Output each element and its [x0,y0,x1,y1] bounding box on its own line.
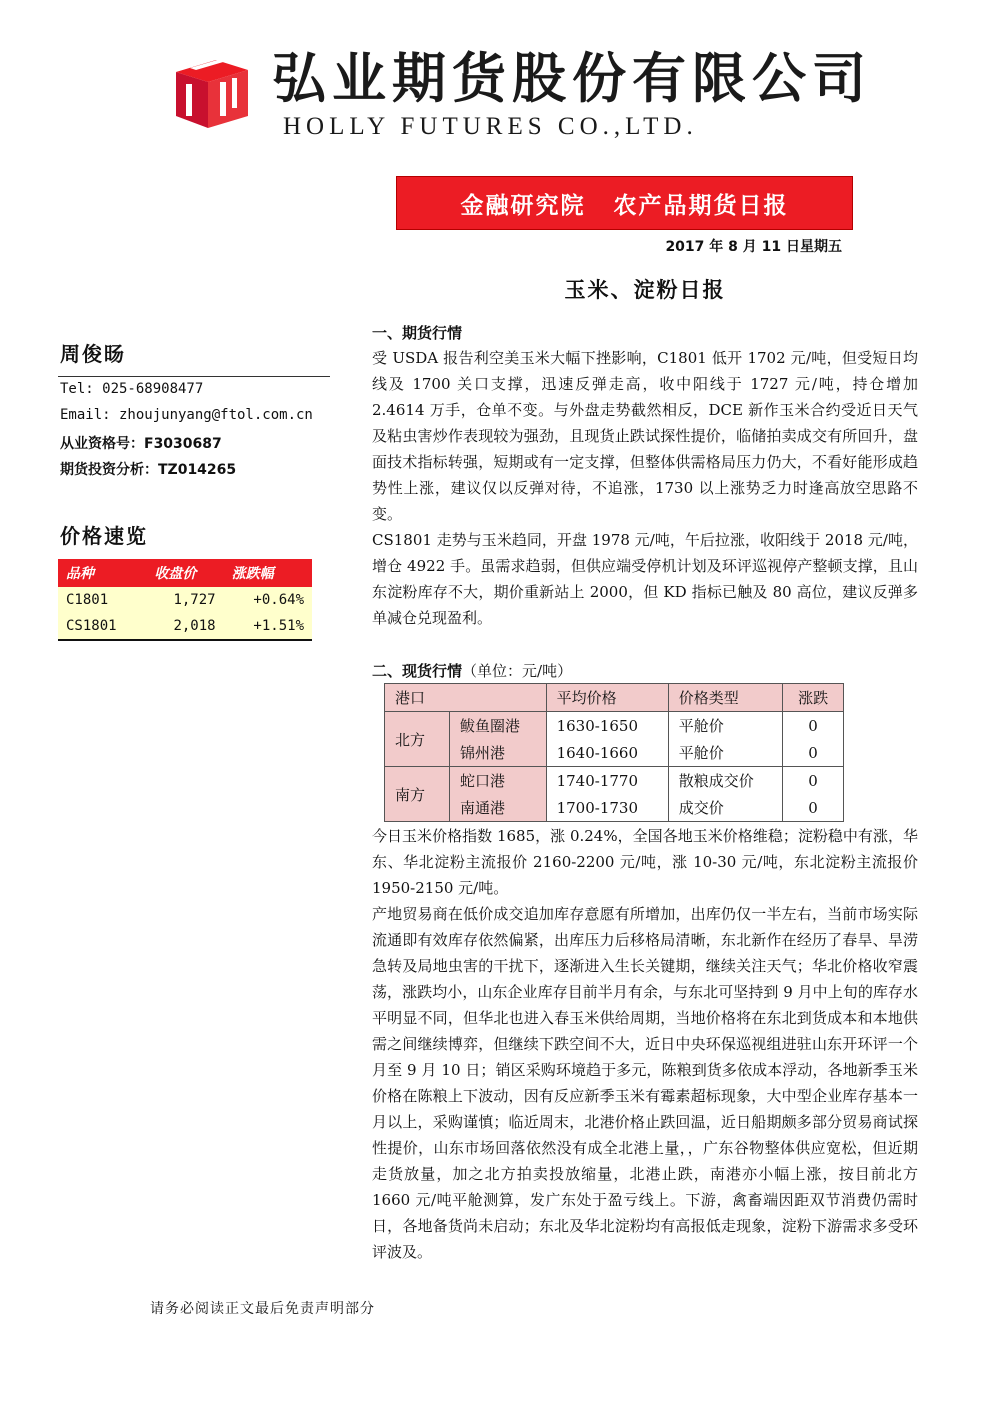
futures-paragraph-starch: CS1801 走势与玉米趋同，开盘 1978 元/吨，午后拉涨，收阳线于 2018 元/吨，增仓 4922 手。虽需求趋弱，但供应端受停机计划及环评巡视停产整顿支撑，且山东淀粉库存不大，期价重新站上 2000，但 KD 指标已触及 80 高位，建议反弹多单减仓兑现盈利。 [372,531,918,627]
spot-section-heading [372,660,572,681]
disclaimer-note: 请务必阅读正文最后免责声明部分 [150,1301,375,1317]
spot-table-header [385,684,844,712]
price-type: 成交价 [668,794,782,822]
company-name-en: HOLLY FUTURES CO.,LTD. [283,113,698,140]
company-name-cn: 弘业期货股份有限公司 [272,47,872,110]
table-row [385,767,844,795]
price-type: 平舱价 [668,739,782,767]
port-name: 南通港 [450,794,547,822]
price-change: 0 [783,712,844,740]
port-name: 鲅鱼圈港 [450,712,547,740]
col-close: 收盘价 [146,559,223,587]
analyst-license: 从业资格号：F3030687 [60,436,222,452]
col-avg-price: 平均价格 [546,684,668,712]
price-overview-heading: 价格速览 [60,524,148,548]
port-name: 蛇口港 [450,767,547,795]
col-change: 涨跌幅 [224,559,312,587]
futures-paragraph-corn: 受 USDA 报告利空美玉米大幅下挫影响，C1801 低开 1702 元/吨，但受短日均线及 1700 关口支撑，迅速反弹走高，收中阳线于 1727 元/吨，持仓增加 2.4614 万手，仓单不变。与外盘走势截然相反，DCE 新作玉米合约受近日天气及粘虫害炒作表现较为强劲，且现货止跌试探性提价，临储拍卖成交有所回升，盘面技术指标转强，短期或有一定支撑，但整体供需格局压力仍大，不看好能形成趋势性上涨，建议仅以反弹对待，不追涨，1730 以上涨势乏力时逢高放空思路不变。 [372,349,918,523]
quote-symbol: CS1801 [58,613,146,640]
report-banner [396,176,853,230]
box-logo-icon [170,48,252,130]
analyst-advisor-id: 期货投资分析：TZ014265 [60,462,237,478]
report-title: 玉米、淀粉日报 [564,278,726,302]
avg-price: 1630-1650 [546,712,668,740]
table-row [385,712,844,740]
table-row [58,587,312,613]
report-date: 2017 年 8 月 11 日星期五 [665,239,842,255]
banner-institute: 金融研究院 [460,192,586,219]
price-change: 0 [783,739,844,767]
price-overview-table [58,559,312,641]
price-type: 散粮成交价 [668,767,782,795]
futures-section-heading: 一、期货行情 [372,324,463,342]
banner-report-type: 农产品期货日报 [613,192,789,219]
avg-price: 1700-1730 [546,794,668,822]
table-row [385,739,844,767]
spot-unit: （单位：元/吨） [462,662,573,680]
region-south: 南方 [385,767,450,822]
spot-paragraph-index: 今日玉米价格指数 1685，涨 0.24%，全国各地玉米价格维稳；淀粉稳中有涨，华东、华北淀粉主流报价 2160-2200 元/吨，涨 10-30 元/吨，东北淀粉主流报价 1950-2150 元/吨。 [372,827,918,897]
price-type: 平舱价 [668,712,782,740]
quote-change: +1.51% [224,613,312,640]
price-change: 0 [783,794,844,822]
col-change: 涨跌 [783,684,844,712]
spot-price-table [384,683,844,822]
spot-heading-text: 二、现货行情 [372,662,463,680]
price-change: 0 [783,767,844,795]
avg-price: 1740-1770 [546,767,668,795]
table-row [385,794,844,822]
analyst-tel: Tel: 025-68908477 [60,381,204,397]
quote-symbol: C1801 [58,587,146,613]
analyst-name: 周俊旸 [60,342,126,366]
quote-close: 2,018 [146,613,223,640]
analyst-email[interactable]: Email: zhoujunyang@ftol.com.cn [60,407,313,423]
price-table-header [58,559,312,587]
region-north: 北方 [385,712,450,767]
col-symbol: 品种 [58,559,146,587]
avg-price: 1640-1660 [546,739,668,767]
col-port: 港口 [385,684,547,712]
col-price-type: 价格类型 [668,684,782,712]
quote-change: +0.64% [224,587,312,613]
quote-close: 1,727 [146,587,223,613]
spot-paragraph-market: 产地贸易商在低价成交追加库存意愿有所增加，出库仍仅一半左右，当前市场实际流通即有效库存依然偏紧，出库压力后移格局清晰，东北新作在经历了春旱、旱涝急转及局地虫害的干扰下，逐渐进入生长关键期，继续关注天气；华北价格收窄震荡，涨跌均小，山东企业库存目前半月有余，与东北可坚持到 9 月中上旬的库存水平明显不同，但华北也进入春玉米供给周期，当地价格将在东北到货成本和本地供需之间继续博弈，但继续下跌空间不大，近日中央环保巡视组进驻山东开环评一个月至 9 月 10 日；销区采购环境趋于多元，陈粮到货多依成本浮动，各地新季玉米价格在陈粮上下波动，因有反应新季玉米有霉素超标现象，大中型企业库存基本一月以上，采购谨慎；临近周末，北港价格止跌回温，近日船期颇多部分贸易商试探性提价，山东市场回落依然没有成全北港上量，，广东谷物整体供应宽松，但近期走货放量，加之北方拍卖投放缩量，北港止跌，南港亦小幅上涨，按目前北方 1660 元/吨平舱测算，发广东处于盈亏线上。下游，禽畜端因距双节消费仍需时日，各地备货尚未启动；东北及华北淀粉均有高报低走现象，淀粉下游需求多受环评波及。 [372,905,918,1261]
table-row [58,613,312,640]
analyst-divider [58,376,330,377]
port-name: 锦州港 [450,739,547,767]
